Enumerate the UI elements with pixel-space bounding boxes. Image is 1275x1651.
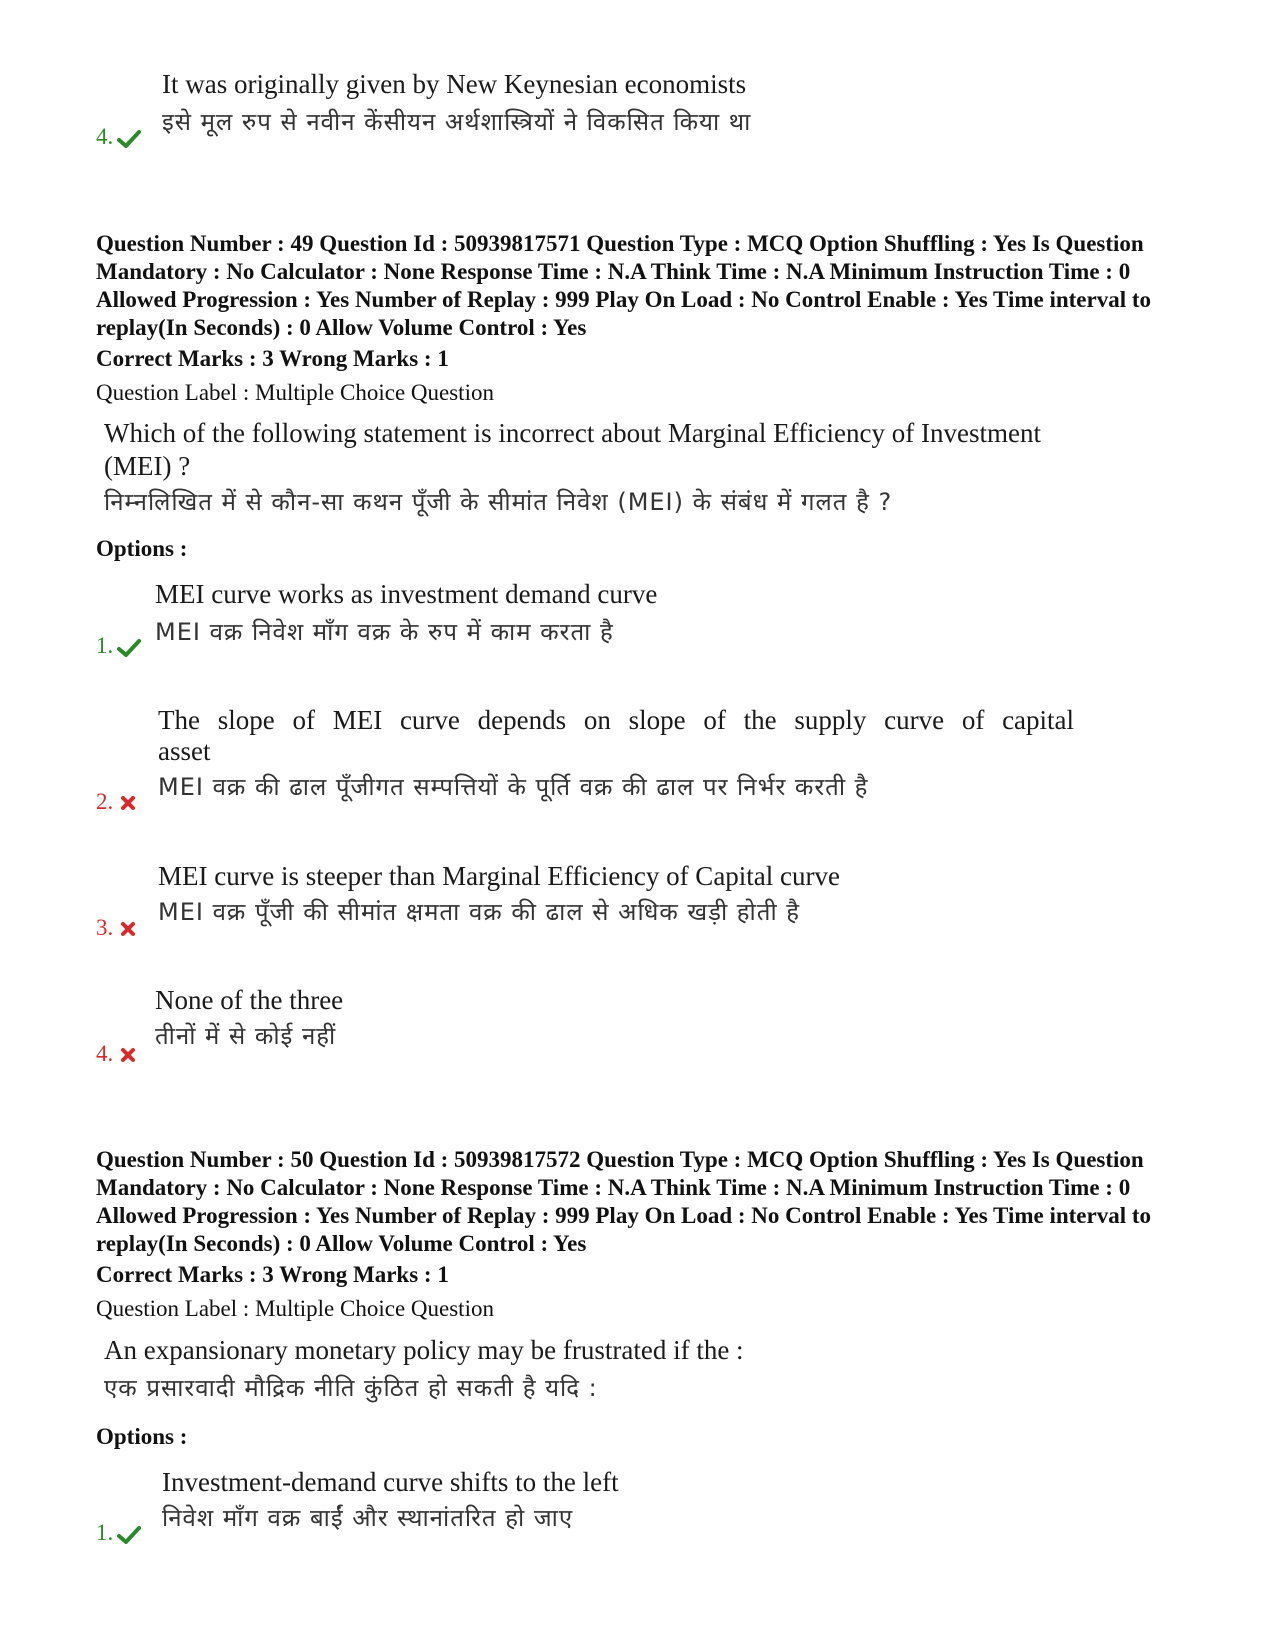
q49-option-4-text-en: None of the three — [155, 985, 344, 1015]
q50-text-hi: एक प्रसारवादी मौद्रिक नीति कुंठित हो सकती है यदि : — [104, 1374, 598, 1402]
cross-icon — [117, 794, 141, 814]
option-number: 3. — [96, 915, 114, 940]
q49-option-4-marker — [96, 1041, 141, 1067]
option-number: 4. — [96, 124, 114, 149]
q50-option-1-marker — [96, 1520, 141, 1546]
q49-option-3-marker — [96, 915, 141, 941]
option-number: 4. — [96, 1041, 114, 1066]
q49-options-heading: Options : — [96, 536, 188, 561]
check-icon — [117, 129, 141, 149]
q49-option-2-text-en-line2: asset — [158, 736, 211, 766]
q49-option-1-text-hi: MEI वक्र निवेश माँग वक्र के रुप में काम करता है — [155, 618, 614, 646]
q50-text-en: An expansionary monetary policy may be frustrated if the : — [104, 1335, 744, 1365]
q49-marks: Correct Marks : 3 Wrong Marks : 1 — [96, 346, 449, 371]
cross-icon — [117, 1046, 141, 1066]
cross-icon — [117, 920, 141, 940]
q49-option-2-text-en-line1: The slope of MEI curve depends on slope of the supply curve of capital — [158, 705, 1075, 735]
q49-option-3-text-hi: MEI वक्र पूँजी की सीमांत क्षमता वक्र की ढाल से अधिक खड़ी होती है — [158, 898, 801, 926]
q49-label: Question Label : Multiple Choice Question — [96, 380, 494, 405]
option-number: 1. — [96, 1520, 114, 1545]
q49-option-2-marker — [96, 789, 141, 815]
q50-meta: Question Number : 50 Question Id : 50939817572 Question Type : MCQ Option Shuffling : Yes Is Question Mandatory : No Calculator : None Response Time : N.A Think Time : N.A Minimum Instruction Time : 0 Allowed Progression : Yes Number of Replay : 999 Play On Load : No Control Enable : Yes Time interval to replay(In Seconds) : 0 Allow Volume Control : Yes — [96, 1147, 1152, 1256]
option-number: 2. — [96, 789, 114, 814]
q49-option-1-marker — [96, 633, 141, 659]
q49-option-3-text-en: MEI curve is steeper than Marginal Efficiency of Capital curve — [158, 861, 841, 891]
q50-option-1-text-hi: निवेश माँग वक्र बाईं और स्थानांतरित हो जाए — [162, 1504, 574, 1532]
check-icon — [117, 638, 141, 658]
check-icon — [117, 1525, 141, 1545]
q50-marks: Correct Marks : 3 Wrong Marks : 1 — [96, 1262, 449, 1287]
q49-text-en-line1: Which of the following statement is incorrect about Marginal Efficiency of Investment — [104, 418, 1041, 448]
q49-option-2-text-hi: MEI वक्र की ढाल पूँजीगत सम्पत्तियों के पूर्ति वक्र की ढाल पर निर्भर करती है — [158, 773, 869, 801]
option-number: 1. — [96, 633, 114, 658]
q50-option-1-text-en: Investment-demand curve shifts to the left — [162, 1467, 619, 1497]
q49-meta: Question Number : 49 Question Id : 50939817571 Question Type : MCQ Option Shuffling : Yes Is Question Mandatory : No Calculator : None Response Time : N.A Think Time : N.A Minimum Instruction Time : 0 Allowed Progression : Yes Number of Replay : 999 Play On Load : No Control Enable : Yes Time interval to replay(In Seconds) : 0 Allow Volume Control : Yes — [96, 231, 1152, 340]
q49-option-4-text-hi: तीनों में से कोई नहीं — [155, 1022, 337, 1050]
prev-option-4-text-hi: इसे मूल रुप से नवीन केंसीयन अर्थशास्त्रियों ने विकसित किया था — [162, 108, 752, 136]
q50-label: Question Label : Multiple Choice Question — [96, 1296, 494, 1321]
q50-options-heading: Options : — [96, 1424, 188, 1449]
q49-option-1-text-en: MEI curve works as investment demand curve — [155, 579, 658, 609]
q49-text-hi: निम्नलिखित में से कौन-सा कथन पूँजी के सीमांत निवेश (MEI) के संबंध में गलत है ? — [104, 488, 893, 516]
prev-option-4-marker — [96, 124, 141, 150]
prev-option-4-text-en: It was originally given by New Keynesian economists — [162, 69, 747, 99]
q49-text-en-line2: (MEI) ? — [104, 451, 191, 481]
